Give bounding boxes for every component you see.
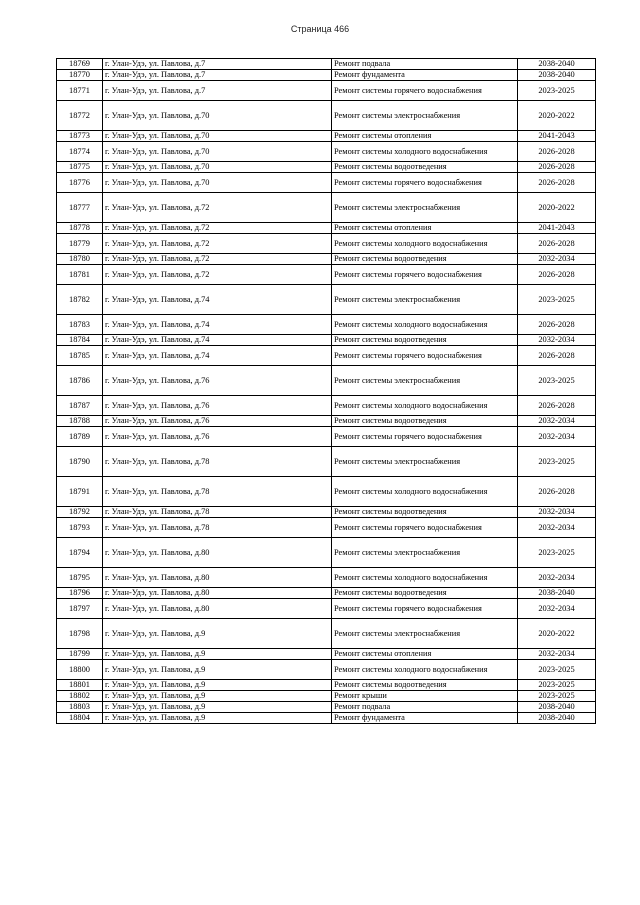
table-row [57,366,596,396]
address-cell: г. Улан-Удэ, ул. Павлова, д.72 [103,265,332,285]
table-row [57,588,596,599]
address-cell: г. Улан-Удэ, ул. Павлова, д.9 [103,702,332,713]
table-body [57,59,596,724]
work-type-cell: Ремонт системы холодного водоснабжения [332,396,518,416]
table-row [57,285,596,315]
work-type-cell: Ремонт системы холодного водоснабжения [332,234,518,254]
table-row [57,234,596,254]
row-number-cell: 18790 [57,447,103,477]
table-row [57,447,596,477]
row-number-cell: 18789 [57,427,103,447]
row-number-cell: 18779 [57,234,103,254]
period-cell: 2038-2040 [518,588,596,599]
period-cell: 2026-2028 [518,346,596,366]
period-cell: 2023-2025 [518,81,596,101]
row-number-cell: 18803 [57,702,103,713]
period-cell: 2038-2040 [518,713,596,724]
table-row [57,427,596,447]
work-type-cell: Ремонт системы холодного водоснабжения [332,660,518,680]
row-number-cell: 18798 [57,619,103,649]
row-number-cell: 18778 [57,223,103,234]
period-cell: 2041-2043 [518,223,596,234]
table-row [57,702,596,713]
row-number-cell: 18782 [57,285,103,315]
table-row [57,193,596,223]
work-type-cell: Ремонт системы горячего водоснабжения [332,518,518,538]
work-type-cell: Ремонт системы горячего водоснабжения [332,427,518,447]
table-row [57,315,596,335]
work-type-cell: Ремонт фундамента [332,70,518,81]
work-type-cell: Ремонт системы водоотведения [332,680,518,691]
row-number-cell: 18802 [57,691,103,702]
table-row [57,518,596,538]
period-cell: 2026-2028 [518,315,596,335]
row-number-cell: 18772 [57,101,103,131]
period-cell: 2026-2028 [518,234,596,254]
period-cell: 2023-2025 [518,447,596,477]
period-cell: 2020-2022 [518,101,596,131]
address-cell: г. Улан-Удэ, ул. Павлова, д.78 [103,477,332,507]
table-row [57,162,596,173]
table-row [57,70,596,81]
period-cell: 2023-2025 [518,538,596,568]
row-number-cell: 18801 [57,680,103,691]
row-number-cell: 18795 [57,568,103,588]
work-type-cell: Ремонт системы электроснабжения [332,538,518,568]
address-cell: г. Улан-Удэ, ул. Павлова, д.70 [103,162,332,173]
row-number-cell: 18799 [57,649,103,660]
period-cell: 2020-2022 [518,193,596,223]
work-type-cell: Ремонт подвала [332,702,518,713]
period-cell: 2026-2028 [518,477,596,507]
table-row [57,568,596,588]
table-row [57,649,596,660]
row-number-cell: 18786 [57,366,103,396]
address-cell: г. Улан-Удэ, ул. Павлова, д.74 [103,335,332,346]
address-cell: г. Улан-Удэ, ул. Павлова, д.72 [103,234,332,254]
table-row [57,335,596,346]
row-number-cell: 18783 [57,315,103,335]
address-cell: г. Улан-Удэ, ул. Павлова, д.76 [103,396,332,416]
address-cell: г. Улан-Удэ, ул. Павлова, д.9 [103,691,332,702]
period-cell: 2041-2043 [518,131,596,142]
work-type-cell: Ремонт системы водоотведения [332,588,518,599]
row-number-cell: 18769 [57,59,103,70]
address-cell: г. Улан-Удэ, ул. Павлова, д.76 [103,366,332,396]
work-type-cell: Ремонт системы отопления [332,649,518,660]
work-type-cell: Ремонт системы электроснабжения [332,101,518,131]
work-type-cell: Ремонт подвала [332,59,518,70]
table-row [57,59,596,70]
work-type-cell: Ремонт системы водоотведения [332,335,518,346]
address-cell: г. Улан-Удэ, ул. Павлова, д.74 [103,315,332,335]
row-number-cell: 18771 [57,81,103,101]
row-number-cell: 18781 [57,265,103,285]
address-cell: г. Улан-Удэ, ул. Павлова, д.9 [103,680,332,691]
work-type-cell: Ремонт фундамента [332,713,518,724]
table-row [57,265,596,285]
address-cell: г. Улан-Удэ, ул. Павлова, д.74 [103,346,332,366]
work-type-cell: Ремонт крыши [332,691,518,702]
period-cell: 2032-2034 [518,335,596,346]
address-cell: г. Улан-Удэ, ул. Павлова, д.80 [103,568,332,588]
table-row [57,680,596,691]
period-cell: 2032-2034 [518,518,596,538]
row-number-cell: 18770 [57,70,103,81]
table-row [57,173,596,193]
table-row [57,142,596,162]
work-type-cell: Ремонт системы отопления [332,223,518,234]
address-cell: г. Улан-Удэ, ул. Павлова, д.70 [103,101,332,131]
work-type-cell: Ремонт системы горячего водоснабжения [332,346,518,366]
work-type-cell: Ремонт системы горячего водоснабжения [332,81,518,101]
work-type-cell: Ремонт системы водоотведения [332,416,518,427]
row-number-cell: 18792 [57,507,103,518]
row-number-cell: 18788 [57,416,103,427]
table-row [57,619,596,649]
table-row [57,507,596,518]
period-cell: 2032-2034 [518,427,596,447]
address-cell: г. Улан-Удэ, ул. Павлова, д.7 [103,81,332,101]
row-number-cell: 18785 [57,346,103,366]
row-number-cell: 18780 [57,254,103,265]
table-row [57,599,596,619]
address-cell: г. Улан-Удэ, ул. Павлова, д.80 [103,599,332,619]
work-type-cell: Ремонт системы холодного водоснабжения [332,568,518,588]
period-cell: 2023-2025 [518,680,596,691]
period-cell: 2026-2028 [518,142,596,162]
row-number-cell: 18796 [57,588,103,599]
table-row [57,660,596,680]
period-cell: 2038-2040 [518,59,596,70]
work-type-cell: Ремонт системы водоотведения [332,162,518,173]
period-cell: 2032-2034 [518,568,596,588]
table-row [57,713,596,724]
address-cell: г. Улан-Удэ, ул. Павлова, д.9 [103,649,332,660]
address-cell: г. Улан-Удэ, ул. Павлова, д.72 [103,193,332,223]
row-number-cell: 18774 [57,142,103,162]
address-cell: г. Улан-Удэ, ул. Павлова, д.9 [103,619,332,649]
page-header: Страница 466 [290,24,350,34]
work-type-cell: Ремонт системы холодного водоснабжения [332,477,518,507]
period-cell: 2032-2034 [518,649,596,660]
work-type-cell: Ремонт системы горячего водоснабжения [332,599,518,619]
address-cell: г. Улан-Удэ, ул. Павлова, д.80 [103,588,332,599]
work-type-cell: Ремонт системы холодного водоснабжения [332,142,518,162]
row-number-cell: 18784 [57,335,103,346]
table-row [57,131,596,142]
table-row [57,346,596,366]
work-type-cell: Ремонт системы электроснабжения [332,619,518,649]
work-type-cell: Ремонт системы электроснабжения [332,285,518,315]
period-cell: 2032-2034 [518,599,596,619]
row-number-cell: 18775 [57,162,103,173]
period-cell: 2023-2025 [518,366,596,396]
row-number-cell: 18773 [57,131,103,142]
work-type-cell: Ремонт системы водоотведения [332,507,518,518]
row-number-cell: 18793 [57,518,103,538]
period-cell: 2026-2028 [518,173,596,193]
period-cell: 2026-2028 [518,396,596,416]
table-row [57,396,596,416]
row-number-cell: 18776 [57,173,103,193]
work-type-cell: Ремонт системы отопления [332,131,518,142]
table-row [57,223,596,234]
period-cell: 2026-2028 [518,265,596,285]
address-cell: г. Улан-Удэ, ул. Павлова, д.70 [103,131,332,142]
work-type-cell: Ремонт системы горячего водоснабжения [332,173,518,193]
period-cell: 2038-2040 [518,70,596,81]
address-cell: г. Улан-Удэ, ул. Павлова, д.70 [103,142,332,162]
work-type-cell: Ремонт системы электроснабжения [332,193,518,223]
address-cell: г. Улан-Удэ, ул. Павлова, д.78 [103,507,332,518]
table-row [57,101,596,131]
period-cell: 2032-2034 [518,507,596,518]
table-row [57,81,596,101]
address-cell: г. Улан-Удэ, ул. Павлова, д.72 [103,254,332,265]
row-number-cell: 18791 [57,477,103,507]
table-row [57,538,596,568]
address-cell: г. Улан-Удэ, ул. Павлова, д.76 [103,416,332,427]
row-number-cell: 18787 [57,396,103,416]
table-row [57,477,596,507]
work-type-cell: Ремонт системы холодного водоснабжения [332,315,518,335]
repair-schedule-table [56,58,596,724]
row-number-cell: 18804 [57,713,103,724]
address-cell: г. Улан-Удэ, ул. Павлова, д.80 [103,538,332,568]
address-cell: г. Улан-Удэ, ул. Павлова, д.7 [103,70,332,81]
row-number-cell: 18777 [57,193,103,223]
row-number-cell: 18794 [57,538,103,568]
address-cell: г. Улан-Удэ, ул. Павлова, д.7 [103,59,332,70]
period-cell: 2023-2025 [518,691,596,702]
period-cell: 2023-2025 [518,285,596,315]
work-type-cell: Ремонт системы электроснабжения [332,366,518,396]
row-number-cell: 18800 [57,660,103,680]
table-row [57,254,596,265]
table-row [57,691,596,702]
period-cell: 2032-2034 [518,416,596,427]
address-cell: г. Улан-Удэ, ул. Павлова, д.72 [103,223,332,234]
period-cell: 2038-2040 [518,702,596,713]
period-cell: 2023-2025 [518,660,596,680]
address-cell: г. Улан-Удэ, ул. Павлова, д.78 [103,518,332,538]
table-row [57,416,596,427]
row-number-cell: 18797 [57,599,103,619]
address-cell: г. Улан-Удэ, ул. Павлова, д.78 [103,447,332,477]
address-cell: г. Улан-Удэ, ул. Павлова, д.74 [103,285,332,315]
address-cell: г. Улан-Удэ, ул. Павлова, д.9 [103,660,332,680]
work-type-cell: Ремонт системы электроснабжения [332,447,518,477]
period-cell: 2026-2028 [518,162,596,173]
work-type-cell: Ремонт системы водоотведения [332,254,518,265]
work-type-cell: Ремонт системы горячего водоснабжения [332,265,518,285]
period-cell: 2020-2022 [518,619,596,649]
address-cell: г. Улан-Удэ, ул. Павлова, д.76 [103,427,332,447]
address-cell: г. Улан-Удэ, ул. Павлова, д.9 [103,713,332,724]
address-cell: г. Улан-Удэ, ул. Павлова, д.70 [103,173,332,193]
period-cell: 2032-2034 [518,254,596,265]
